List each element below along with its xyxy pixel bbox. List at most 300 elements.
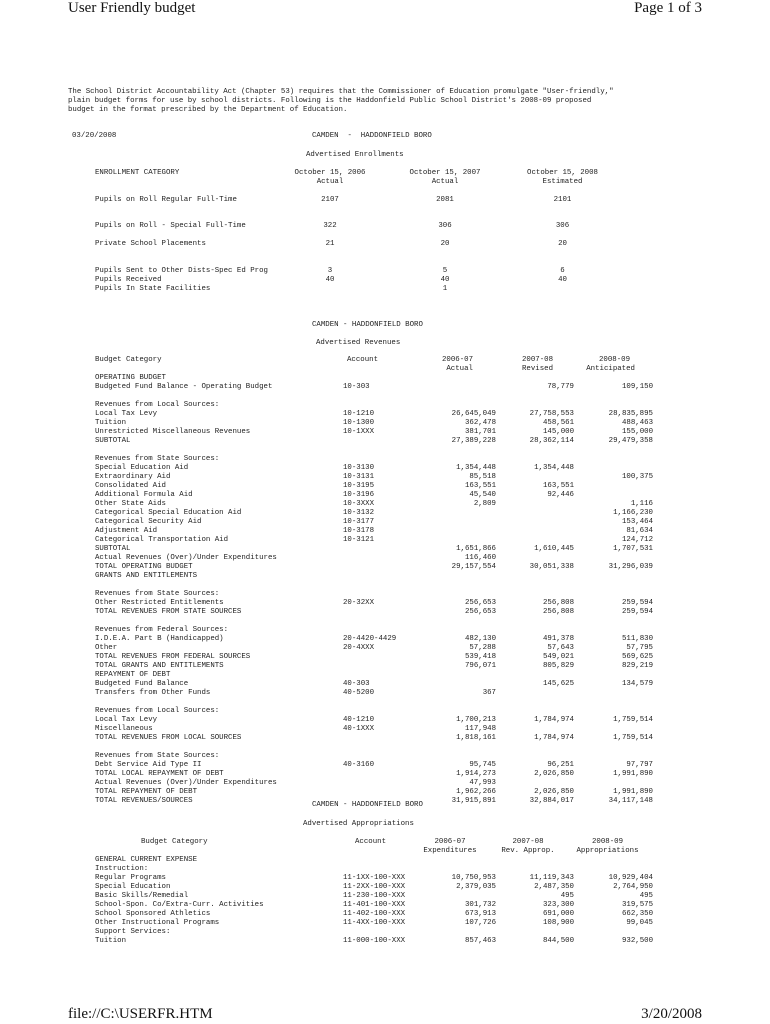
table-cell-value <box>563 554 653 563</box>
table-cell-value <box>484 743 574 752</box>
enrollment-value: 40 <box>440 276 450 284</box>
enroll-col2-date: October 15, 2007 <box>409 169 481 177</box>
table-cell-value: 381,701 <box>464 428 496 436</box>
table-cell-value: 691,000 <box>542 910 574 918</box>
table-cell-category <box>95 446 335 455</box>
revenues-header-category: Budget Category <box>95 356 162 364</box>
table-cell-value: 1,610,445 <box>534 545 574 553</box>
table-cell-category: Transfers from Other Funds <box>95 689 211 697</box>
table-cell-value <box>484 590 574 599</box>
footer-path: file://C:\USERFR.HTM <box>68 1006 213 1022</box>
table-cell-value <box>406 892 496 901</box>
table-cell-value <box>484 446 574 455</box>
table-cell-value <box>484 725 574 734</box>
table-cell-value <box>406 572 496 581</box>
table-cell-value: 116,460 <box>464 554 496 562</box>
enrollment-value: 40 <box>325 276 335 284</box>
table-cell-value <box>406 743 496 752</box>
table-cell-value: 117,948 <box>464 725 496 733</box>
table-cell-category <box>95 581 335 590</box>
appropriations-header-category: Budget Category <box>141 838 208 846</box>
appropriations-header-c3-sub: Appropriations <box>576 847 639 855</box>
appropriations-2007-column <box>484 856 574 946</box>
table-cell-value <box>484 856 574 865</box>
table-cell-value: 155,000 <box>621 428 653 436</box>
table-cell-value: 362,478 <box>464 419 496 427</box>
appropriations-header-c2: 2007-08 <box>512 838 544 846</box>
table-cell-value <box>406 707 496 716</box>
table-cell-value: 10,750,953 <box>451 874 496 882</box>
appropriations-header-c1-sub: Expenditures <box>423 847 477 855</box>
table-cell-value <box>406 581 496 590</box>
table-cell-account: 11-402-100-XXX <box>343 910 406 918</box>
table-cell-account: 11-230-100-XXX <box>343 892 406 900</box>
table-cell-value <box>563 374 653 383</box>
table-cell-value <box>406 590 496 599</box>
table-cell-account: 20-32XX <box>343 599 375 607</box>
enrollment-value: 40 <box>558 276 567 284</box>
table-cell-value: 47,993 <box>469 779 496 787</box>
table-cell-account: 11-4XX-100-XXX <box>343 919 406 927</box>
table-cell-value: 1,707,531 <box>613 545 653 553</box>
enrollment-label: Pupils In State Facilities <box>95 285 211 293</box>
table-cell-value <box>406 527 496 536</box>
table-cell-account: 10-1XXX <box>343 428 375 436</box>
table-cell-category: Additional Formula Aid <box>95 491 193 499</box>
table-cell-value <box>563 590 653 599</box>
enrollment-value: 306 <box>555 222 570 230</box>
revenues-header-c2-sub: Revised <box>521 365 553 373</box>
table-cell-account: 10-3196 <box>343 491 375 499</box>
table-cell-account: 40-1XXX <box>343 725 375 733</box>
table-cell-category: Revenues from State Sources: <box>95 590 220 598</box>
enrollment-label: Pupils on Roll - Special Full-Time <box>95 222 246 230</box>
table-cell-value <box>406 401 496 410</box>
table-cell-value: 256,808 <box>542 599 574 607</box>
table-cell-category: Actual Revenues (Over)/Under Expenditures <box>95 779 277 787</box>
table-cell-value: 301,732 <box>464 901 496 909</box>
table-cell-category: Other Instructional Programs <box>95 919 220 927</box>
table-cell-value: 1,354,448 <box>534 464 574 472</box>
table-cell-category: Debt Service Aid Type II <box>95 761 202 769</box>
table-cell-value: 829,219 <box>621 662 653 670</box>
table-cell-value <box>406 698 496 707</box>
table-cell-category: School Sponsored Athletics <box>95 910 211 918</box>
table-cell-value <box>406 617 496 626</box>
table-cell-value: 85,518 <box>469 473 496 481</box>
table-cell-value <box>563 401 653 410</box>
appropriations-header-c2-sub: Rev. Approp. <box>501 847 555 855</box>
table-cell-value: 163,551 <box>542 482 574 490</box>
table-cell-value: 27,389,228 <box>451 437 496 445</box>
table-cell-value <box>563 689 653 698</box>
table-cell-value <box>484 928 574 937</box>
table-cell-value: 259,594 <box>621 599 653 607</box>
table-cell-category <box>95 743 335 752</box>
table-cell-category: TOTAL GRANTS AND ENTITLEMENTS <box>95 662 224 670</box>
table-cell-category: Regular Programs <box>95 874 166 882</box>
table-cell-value <box>484 500 574 509</box>
table-cell-category: Categorical Security Aid <box>95 518 202 526</box>
table-cell-account: 10-3131 <box>343 473 375 481</box>
table-cell-value <box>484 527 574 536</box>
table-cell-value <box>484 392 574 401</box>
table-cell-account: 10-1210 <box>343 410 375 418</box>
appropriations-category-column <box>95 856 335 946</box>
table-cell-value: 673,913 <box>464 910 496 918</box>
revenues-category-column <box>95 374 335 806</box>
table-cell-value: 1,759,514 <box>613 716 653 724</box>
table-cell-category: Local Tax Levy <box>95 716 158 724</box>
table-cell-account: 10-3121 <box>343 536 375 544</box>
table-cell-value: 796,071 <box>464 662 496 670</box>
table-cell-category: Categorical Special Education Aid <box>95 509 242 517</box>
revenues-title: Advertised Revenues <box>316 339 401 347</box>
table-cell-value <box>484 865 574 874</box>
table-cell-value: 1,991,890 <box>613 788 653 796</box>
table-cell-value: 134,579 <box>621 680 653 688</box>
table-cell-category: Tuition <box>95 419 127 427</box>
table-cell-value: 57,795 <box>626 644 653 652</box>
table-cell-value <box>406 509 496 518</box>
enroll-col3-type: Estimated <box>542 178 583 186</box>
table-cell-value <box>484 581 574 590</box>
table-cell-value <box>484 518 574 527</box>
enrollment-label: Pupils Received <box>95 276 162 284</box>
table-cell-value: 491,378 <box>542 635 574 643</box>
table-cell-category: TOTAL REPAYMENT OF DEBT <box>95 788 198 796</box>
table-cell-value: 539,418 <box>464 653 496 661</box>
table-cell-value <box>406 626 496 635</box>
revenues-district: CAMDEN - HADDONFIELD BORO <box>312 321 423 329</box>
table-cell-value <box>563 856 653 865</box>
table-cell-account: 11-000-100-XXX <box>343 937 406 945</box>
table-cell-value: 109,150 <box>621 383 653 391</box>
table-cell-account: 40-3160 <box>343 761 375 769</box>
table-cell-value <box>406 518 496 527</box>
table-cell-value <box>406 392 496 401</box>
table-cell-value <box>563 491 653 500</box>
table-cell-value: 96,251 <box>547 761 574 769</box>
table-cell-value <box>563 626 653 635</box>
table-cell-category: Basic Skills/Remedial <box>95 892 189 900</box>
table-cell-value: 10,929,404 <box>608 874 653 882</box>
table-cell-value: 97,797 <box>626 761 653 769</box>
table-cell-value <box>406 455 496 464</box>
table-cell-value: 92,446 <box>547 491 574 499</box>
table-cell-value: 2,026,850 <box>534 770 574 778</box>
table-cell-category: School-Spon. Co/Extra-Curr. Activities <box>95 901 264 909</box>
header-title: User Friendly budget <box>68 0 196 16</box>
table-cell-value: 662,350 <box>621 910 653 918</box>
table-cell-value: 367 <box>482 689 496 697</box>
table-cell-account: 10-3195 <box>343 482 375 490</box>
table-cell-category: Local Tax Levy <box>95 410 158 418</box>
table-cell-value: 458,561 <box>542 419 574 427</box>
table-cell-value: 29,479,358 <box>608 437 653 445</box>
table-cell-value <box>563 779 653 788</box>
table-cell-value: 163,551 <box>464 482 496 490</box>
table-cell-value: 857,463 <box>464 937 496 945</box>
table-cell-value <box>563 865 653 874</box>
table-cell-value <box>406 856 496 865</box>
table-cell-category: OPERATING BUDGET <box>95 374 166 382</box>
revenues-header-c1-sub: Actual <box>446 365 473 373</box>
table-cell-value: 256,653 <box>464 608 496 616</box>
table-cell-account: 11-1XX-100-XXX <box>343 874 406 882</box>
table-cell-value <box>406 928 496 937</box>
table-cell-value: 31,915,891 <box>451 797 496 805</box>
table-cell-value <box>563 725 653 734</box>
enrollment-label: Private School Placements <box>95 240 206 248</box>
table-cell-value: 805,829 <box>542 662 574 670</box>
footer-date: 3/20/2008 <box>641 1006 702 1022</box>
table-cell-value: 2,764,950 <box>613 883 653 891</box>
table-cell-value <box>406 865 496 874</box>
table-cell-value <box>563 617 653 626</box>
enrollment-value: 2107 <box>321 196 339 204</box>
table-cell-value <box>563 581 653 590</box>
table-cell-value <box>484 671 574 680</box>
table-cell-value: 259,594 <box>621 608 653 616</box>
table-cell-account: 40-303 <box>343 680 370 688</box>
revenues-header-c3-sub: Anticipated <box>586 365 635 373</box>
table-cell-category: Unrestricted Miscellaneous Revenues <box>95 428 251 436</box>
table-cell-value: 99,045 <box>626 919 653 927</box>
table-cell-value: 57,288 <box>469 644 496 652</box>
table-cell-value: 2,379,035 <box>456 883 496 891</box>
table-cell-category: Tuition <box>95 937 127 945</box>
table-cell-category: Miscellaneous <box>95 725 153 733</box>
table-cell-category: Revenues from Local Sources: <box>95 401 220 409</box>
table-cell-value: 11,119,343 <box>529 874 574 882</box>
table-cell-value: 1,759,514 <box>613 734 653 742</box>
enrollment-value: 21 <box>325 240 335 248</box>
appropriations-district: CAMDEN - HADDONFIELD BORO <box>312 801 423 809</box>
table-cell-account: 10-1300 <box>343 419 375 427</box>
enroll-col3-date: October 15, 2008 <box>527 169 598 177</box>
revenues-2006-column <box>406 374 496 806</box>
enrollments-title: Advertised Enrollments <box>306 151 404 159</box>
table-cell-account: 10-3177 <box>343 518 375 526</box>
table-cell-value: 124,712 <box>621 536 653 544</box>
revenues-header-c3: 2008-09 <box>598 356 630 364</box>
table-cell-value: 511,830 <box>621 635 653 643</box>
table-cell-value <box>484 779 574 788</box>
enrollment-value: 322 <box>323 222 337 230</box>
revenues-header-account: Account <box>347 356 379 364</box>
table-cell-category: Support Services: <box>95 928 171 936</box>
table-cell-value <box>406 446 496 455</box>
table-cell-value: 26,645,049 <box>451 410 496 418</box>
table-cell-account: 40-1210 <box>343 716 375 724</box>
table-cell-value: 108,900 <box>542 919 574 927</box>
table-cell-value: 153,464 <box>621 518 653 526</box>
table-cell-value: 31,296,039 <box>608 563 653 571</box>
table-cell-value: 100,375 <box>621 473 653 481</box>
table-cell-category: TOTAL REVENUES/SOURCES <box>95 797 193 805</box>
table-cell-value <box>484 572 574 581</box>
table-cell-account: 10-3XXX <box>343 500 375 508</box>
table-cell-value: 1,818,161 <box>456 734 496 742</box>
revenues-header-c2: 2007-08 <box>521 356 553 364</box>
enrollment-label: Pupils on Roll Regular Full-Time <box>95 196 237 204</box>
table-cell-value <box>563 707 653 716</box>
table-cell-value: 34,117,148 <box>608 797 653 805</box>
table-cell-value <box>484 698 574 707</box>
table-cell-value: 78,779 <box>547 383 574 391</box>
table-cell-value <box>484 554 574 563</box>
table-cell-value: 495 <box>639 892 653 900</box>
enroll-col2-type: Actual <box>431 178 459 186</box>
table-cell-value <box>563 572 653 581</box>
table-cell-category: Actual Revenues (Over)/Under Expenditures <box>95 554 277 562</box>
appropriations-2006-column <box>406 856 496 946</box>
table-cell-value: 1,354,448 <box>456 464 496 472</box>
table-cell-value: 2,487,350 <box>534 883 574 891</box>
table-cell-value: 1,784,974 <box>534 734 574 742</box>
table-cell-category: SUBTOTAL <box>95 545 131 553</box>
table-cell-value <box>406 374 496 383</box>
table-cell-category: TOTAL LOCAL REPAYMENT OF DEBT <box>95 770 224 778</box>
table-cell-value: 256,653 <box>464 599 496 607</box>
intro-line-2: plain budget forms for use by school districts. Following is the Haddonfield Public School District's 2008-09 proposed <box>68 97 592 105</box>
table-cell-value <box>563 482 653 491</box>
table-cell-category: Adjustment Aid <box>95 527 158 535</box>
table-cell-account: 10-303 <box>343 383 370 391</box>
table-cell-value: 1,651,866 <box>456 545 496 553</box>
table-cell-account: 11-401-100-XXX <box>343 901 406 909</box>
enrollment-category-label: ENROLLMENT CATEGORY <box>95 169 180 177</box>
table-cell-value: 495 <box>560 892 574 900</box>
table-cell-value: 45,540 <box>469 491 496 499</box>
table-cell-category: Other State Aids <box>95 500 166 508</box>
table-cell-category: Revenues from State Sources: <box>95 752 220 760</box>
table-cell-category: Revenues from Local Sources: <box>95 707 220 715</box>
table-cell-category: TOTAL REVENUES FROM LOCAL SOURCES <box>95 734 242 742</box>
table-cell-account: 20-4420-4429 <box>343 635 397 643</box>
table-cell-value: 2,026,850 <box>534 788 574 796</box>
table-cell-value: 488,463 <box>621 419 653 427</box>
appropriations-header-c3: 2008-09 <box>591 838 624 846</box>
table-cell-value <box>484 455 574 464</box>
table-cell-category: Consolidated Aid <box>95 482 166 490</box>
table-cell-value: 844,500 <box>542 937 574 945</box>
table-cell-value: 2,809 <box>473 500 496 508</box>
table-cell-category: Budgeted Fund Balance <box>95 680 189 688</box>
table-cell-value: 323,300 <box>542 901 574 909</box>
table-cell-account: 40-5200 <box>343 689 375 697</box>
table-cell-category: Special Education <box>95 883 171 891</box>
enroll-col1-date: October 15, 2006 <box>294 169 366 177</box>
table-cell-category: Extraordinary Aid <box>95 473 171 481</box>
table-cell-category: GENERAL CURRENT EXPENSE <box>95 856 198 864</box>
enrollment-value: 20 <box>558 240 567 248</box>
table-cell-category: Budgeted Fund Balance - Operating Budget <box>95 383 273 391</box>
table-cell-category: Revenues from Federal Sources: <box>95 626 229 634</box>
intro-line-3: budget in the format prescribed by the Department of Education. <box>68 106 348 114</box>
enrollment-value: 1 <box>442 285 448 293</box>
table-cell-value <box>563 464 653 473</box>
table-cell-value <box>484 473 574 482</box>
table-cell-value <box>563 752 653 761</box>
table-cell-value: 145,000 <box>542 428 574 436</box>
table-cell-category: TOTAL OPERATING BUDGET <box>95 563 193 571</box>
table-cell-value <box>484 509 574 518</box>
table-cell-value: 1,166,230 <box>613 509 653 517</box>
table-cell-category: GRANTS AND ENTITLEMENTS <box>95 572 198 580</box>
table-cell-category <box>95 698 335 707</box>
table-cell-category: Special Education Aid <box>95 464 189 472</box>
enrollment-value: 2081 <box>436 196 454 204</box>
table-cell-value: 569,625 <box>621 653 653 661</box>
table-cell-value <box>484 401 574 410</box>
district-name: CAMDEN - HADDONFIELD BORO <box>312 132 432 140</box>
enrollment-value: 6 <box>560 267 565 275</box>
table-cell-value <box>563 698 653 707</box>
enrollment-value: 20 <box>440 240 450 248</box>
table-cell-value <box>563 928 653 937</box>
appropriations-2008-column <box>563 856 653 946</box>
table-cell-value <box>406 383 496 392</box>
table-cell-category: Other <box>95 644 118 652</box>
enrollment-value: 2101 <box>553 196 572 204</box>
table-cell-account: 10-3132 <box>343 509 375 517</box>
table-cell-value: 549,021 <box>542 653 574 661</box>
table-cell-value: 1,914,273 <box>456 770 496 778</box>
table-cell-value: 57,643 <box>547 644 574 652</box>
table-cell-category: Other Restricted Entitlements <box>95 599 224 607</box>
appropriations-header-account: Account <box>355 838 387 846</box>
table-cell-category: Revenues from State Sources: <box>95 455 220 463</box>
table-cell-value: 29,157,554 <box>451 563 496 571</box>
table-cell-category: Categorical Transportation Aid <box>95 536 229 544</box>
table-cell-value <box>406 671 496 680</box>
table-cell-value <box>484 374 574 383</box>
table-cell-value <box>563 392 653 401</box>
table-cell-value: 1,784,974 <box>534 716 574 724</box>
table-cell-account: 10-3178 <box>343 527 375 535</box>
table-cell-value <box>484 617 574 626</box>
revenues-2007-column <box>484 374 574 806</box>
table-cell-value: 28,362,114 <box>529 437 574 445</box>
enrollment-label: Pupils Sent to Other Dists-Spec Ed Prog <box>95 267 268 275</box>
table-cell-value: 1,116 <box>630 500 653 508</box>
table-cell-value <box>484 689 574 698</box>
table-cell-category <box>95 617 335 626</box>
table-cell-category: Instruction: <box>95 865 149 873</box>
table-cell-value <box>484 536 574 545</box>
table-cell-value: 30,051,338 <box>529 563 574 571</box>
table-cell-category: REPAYMENT OF DEBT <box>95 671 171 679</box>
table-cell-value: 32,884,017 <box>529 797 574 805</box>
revenues-header-c1: 2006-07 <box>441 356 473 364</box>
table-cell-value <box>563 743 653 752</box>
table-cell-account: 20-4XXX <box>343 644 375 652</box>
table-cell-value <box>484 752 574 761</box>
table-cell-value <box>406 536 496 545</box>
table-cell-account: 10-3130 <box>343 464 375 472</box>
table-cell-value: 1,700,213 <box>456 716 496 724</box>
table-cell-value <box>484 626 574 635</box>
appropriations-header-c1: 2006-07 <box>434 838 466 846</box>
table-cell-value <box>484 707 574 716</box>
table-cell-category: I.D.E.A. Part B (Handicapped) <box>95 635 224 643</box>
table-cell-value <box>563 671 653 680</box>
table-cell-category <box>95 392 335 401</box>
intro-line-1: The School District Accountability Act (Chapter 53) requires that the Commissioner of Education promulgate "User-friendly," <box>68 88 614 96</box>
table-cell-value <box>406 680 496 689</box>
